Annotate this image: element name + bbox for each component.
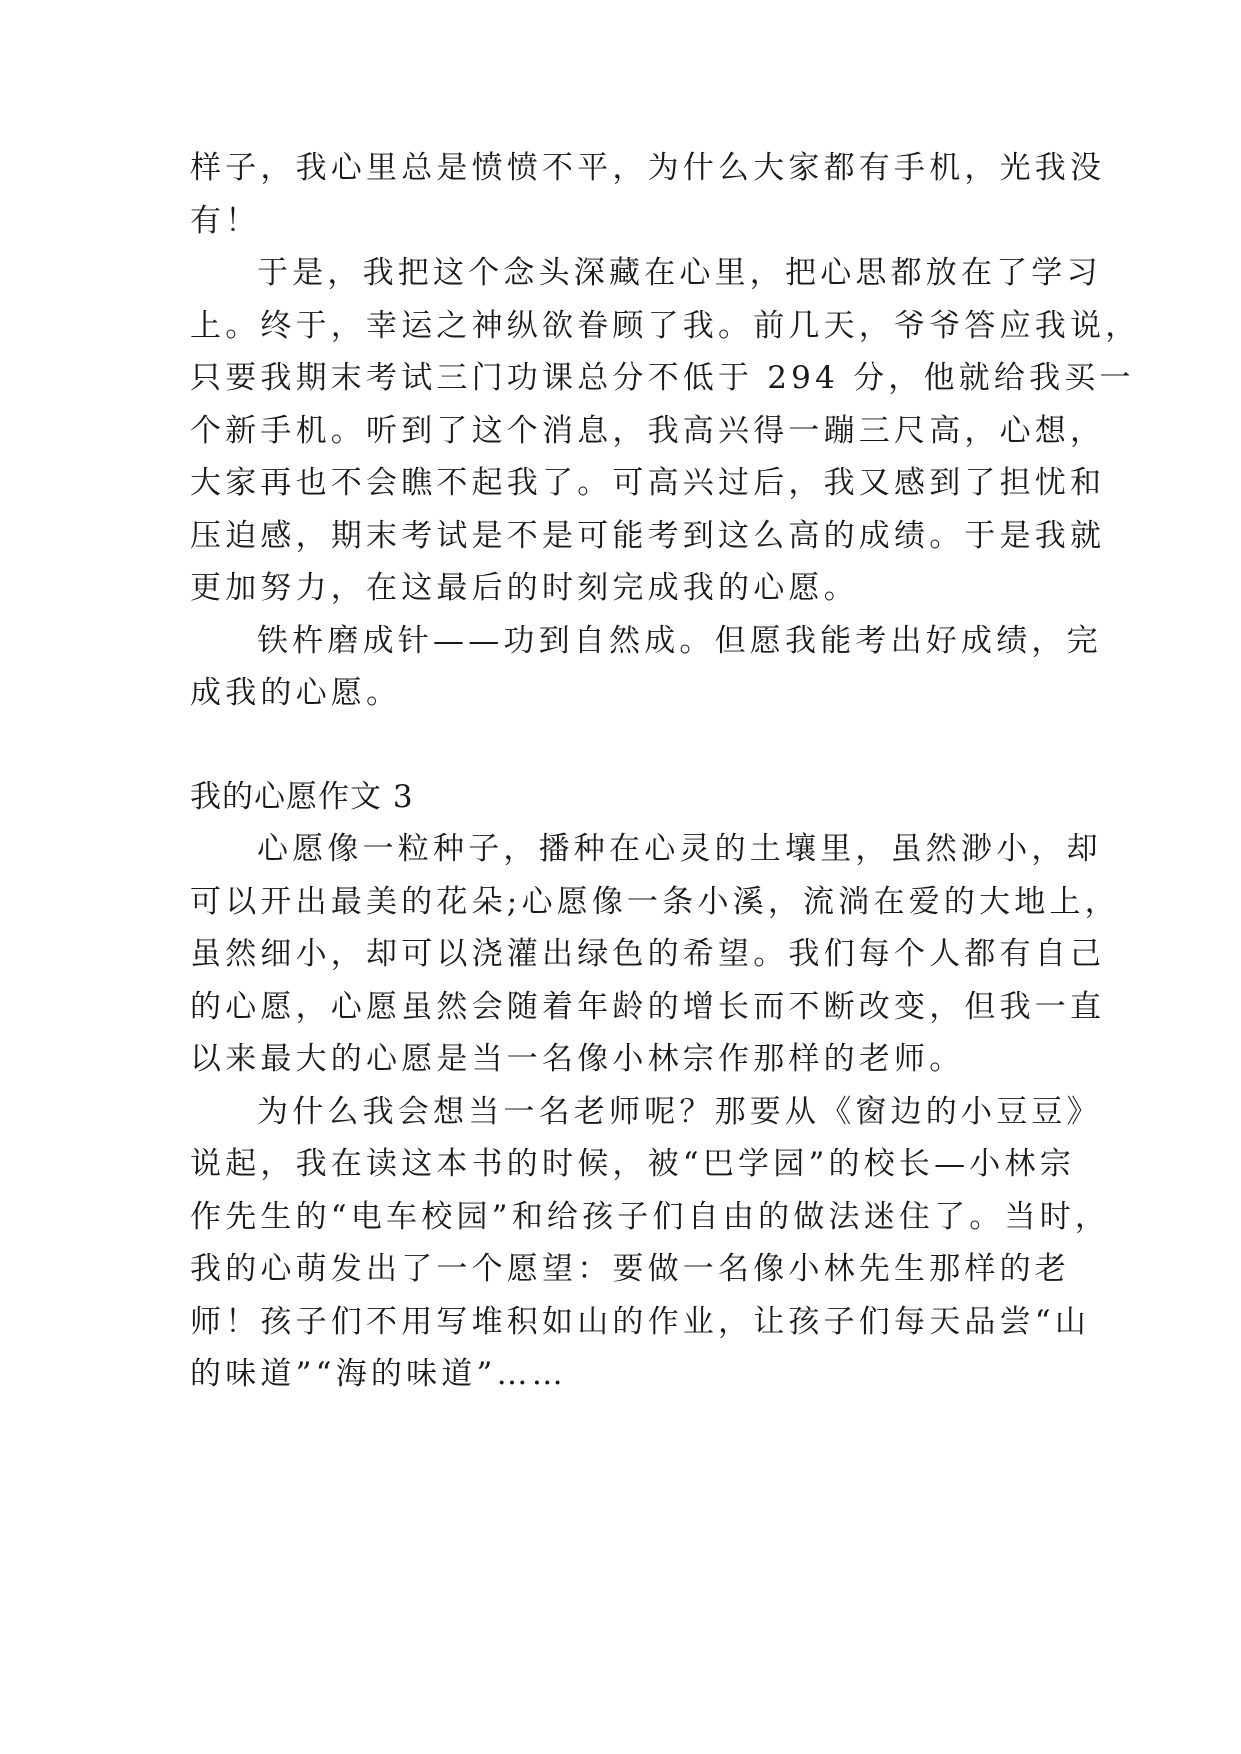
paragraph-line: 我的心萌发出了一个愿望：要做一名像小林先生那样的老 [190,1251,1070,1287]
paragraph-line: 的心愿，心愿虽然会随着年龄的增长而不断改变，但我一直 [190,989,1106,1025]
paragraph-line: 作先生的“电车校园”和给孩子们自由的做法迷住了。当时， [190,1199,1111,1235]
paragraph-line: 铁杵磨成针——功到自然成。但愿我能考出好成绩，完 [257,623,1102,659]
paragraph-line: 虽然细小，却可以浇灌出绿色的希望。我们每个人都有自己 [190,936,1106,972]
paragraph-line: 压迫感，期末考试是不是可能考到这么高的成绩。于是我就 [190,518,1106,554]
paragraph-line: 于是，我把这个念头深藏在心里，把心思都放在了学习 [257,255,1102,291]
paragraph-line: 只要我期末考试三门功课总分不低于 294 分，他就给我买一 [190,360,1135,396]
paragraph-line: 上。终于，幸运之神纵欲眷顾了我。前几天，爷爷答应我说， [190,308,1141,344]
paragraph-line: 心愿像一粒种子，播种在心灵的土壤里，虽然渺小，却 [257,831,1102,867]
paragraph-line: 说起，我在读这本书的时候，被“巴学园”的校长—小林宗 [190,1146,1075,1182]
paragraph-line: 的味道”“海的味道”…… [190,1356,567,1392]
paragraph-line: 更加努力，在这最后的时刻完成我的心愿。 [190,570,859,606]
paragraph-line: 成我的心愿。 [190,675,402,711]
section-heading: 我的心愿作文 3 [190,779,414,815]
paragraph-line: 有！ [190,203,261,239]
paragraph-line: 可以开出最美的花朵;心愿像一条小溪，流淌在爱的大地上， [190,884,1120,920]
paragraph-line: 大家再也不会瞧不起我了。可高兴过后，我又感到了担忧和 [190,465,1106,501]
paragraph-line: 以来最大的心愿是当一名像小林宗作那样的老师。 [190,1041,965,1077]
paragraph-line: 个新手机。听到了这个消息，我高兴得一蹦三尺高，心想， [190,413,1106,449]
paragraph-line: 为什么我会想当一名老师呢？那要从《窗边的小豆豆》 [257,1094,1102,1130]
paragraph-line: 师！孩子们不用写堆积如山的作业，让孩子们每天品尝“山 [190,1304,1091,1340]
paragraph-line: 样子，我心里总是愤愤不平，为什么大家都有手机，光我没 [190,150,1106,186]
